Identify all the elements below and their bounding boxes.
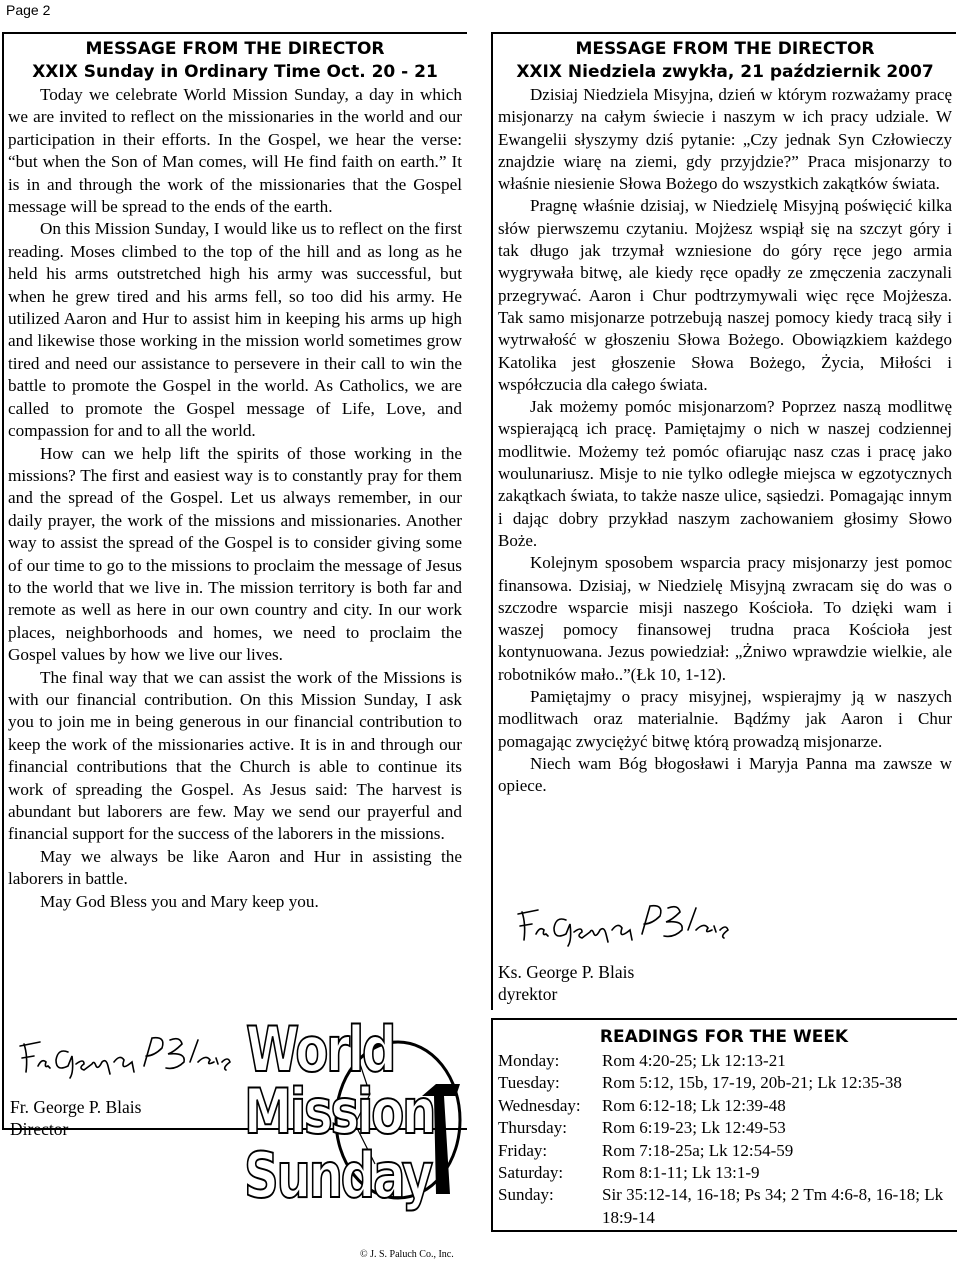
reading-row (498, 1162, 950, 1184)
english-paragraph: May God Bless you and Mary keep you. (40, 891, 319, 911)
reading-day: Tuesday: (498, 1073, 560, 1093)
polish-signer (498, 961, 634, 1005)
signer-title: Director (10, 1119, 69, 1139)
polish-heading-title: MESSAGE FROM THE DIRECTOR (575, 39, 875, 59)
handwritten-signature (14, 1032, 234, 1082)
polish-paragraph: Pamiętajmy o pracy misyjnej, wspierajmy ją w naszych modlitwach oraz materialnie. Bądźmy jak Aaron i Chur pomagając zwyciężyć bitwę którą prowadzą misjonarze. (498, 687, 952, 751)
logo-word-sunday: Sunday (244, 1139, 431, 1212)
english-heading-date: XXIX Sunday in Ordinary Time Oct. 20 - 21 (32, 62, 438, 82)
reading-text: Rom 6:19-23; Lk 12:49-53 (602, 1118, 786, 1138)
polish-body (498, 84, 952, 798)
reading-row (498, 1095, 950, 1117)
reading-row (498, 1184, 950, 1229)
reading-text: Rom 7:18-25a; Lk 12:54-59 (602, 1140, 794, 1160)
reading-text: Rom 4:20-25; Lk 12:13-21 (602, 1051, 786, 1070)
readings-list (498, 1050, 950, 1229)
english-body (8, 84, 462, 913)
signer-title: dyrektor (498, 984, 558, 1004)
world-mission-sunday-logo (240, 1013, 480, 1224)
reading-text: Rom 6:12-18; Lk 12:39-48 (602, 1095, 786, 1115)
page-number: Page 2 (6, 2, 51, 18)
reading-row (498, 1072, 950, 1094)
logo-word-world: World (246, 1013, 395, 1086)
english-paragraph: The final way that we can assist the work of the Missions is with our financial contribution. On this Mission Sunday, I ask you to join me in being generous in our financial contribution to keep the work of the missionaries active. It is in and through our financial contributions that the Church is able to continue its work of spreading the Gospel. As Jesus said: The harvest is abundant but laborers are few. May we send our prayerful and financial support for the success of the laborers in the missions. (8, 667, 462, 844)
handwritten-signature (512, 900, 732, 950)
reading-day: Wednesday: (498, 1095, 581, 1115)
english-paragraph: May we always be like Aaron and Hur in assisting the laborers in battle. (8, 846, 462, 889)
english-heading (8, 38, 462, 84)
reading-text: Sir 35:12-14, 16-18; Ps 34; 2 Tm 4:6-8, 16-18; Lk 18:9-14 (602, 1185, 944, 1227)
polish-paragraph: Kolejnym sposobem wsparcia pracy misjonarzy jest pomoc finansowa. Dzisiaj, w Niedzielę Misyjną zwracam się do was o szczodre wsparcie misji naszego Kościoła. To dzięki wam i waszej pomocy finansowej trudna praca Kościoła jest kontynuowana. Jezus powiedział: „Żniwo wprawdzie wielkie, ale robotników mało..”(Łk 10, 1-12). (498, 553, 952, 684)
logo-word-mission: Mission (244, 1075, 435, 1148)
english-paragraph: On this Mission Sunday, I would like us to reflect on the first reading. Moses climbed to the top of the hill and as long as he held his arms outstretched high his army was successful, but when he grew tired and his arms fell, so too did his army. He utilized Aaron and Hur to assist him in keeping his arms up high and likewise those working in the mission world sometimes grow tired and need our assistance to persevere in their call to win the battle to promote the Gospel in the world. As Catholics, we are called to promote the Gospel message of Life, Love, and compassion for and to all the world. (8, 219, 462, 441)
reading-row (498, 1050, 950, 1072)
polish-heading (498, 38, 952, 84)
english-signer (10, 1096, 141, 1140)
reading-text: Rom 5:12, 15b, 17-19, 20b-21; Lk 12:35-38 (602, 1073, 902, 1093)
polish-paragraph: Pragnę właśnie dzisiaj, w Niedzielę Misyjną poświęcić kilka słów pierwszemu czytaniu. Mojżesz wspiął się na szczyt góry i tak długo jak trzymał wzniesione do góry ręce jego armia wygrywała bitwę, ale kiedy ręce opadły ze zmęczenia zaczynali przegrywać. Aaron i Chur podtrzymywali więc ręce Mojżesza. Tak samo misjonarze potrzebują naszej pomocy kiedy tracą siły i wytrwałość w głoszeniu Słowa Bożego. Obowiązkiem każdego Katolika jest głoszenie Słowa Bożego, Życia, Miłości i współczucia dla całego świata. (498, 196, 952, 394)
reading-day: Monday: (498, 1051, 560, 1070)
reading-day: Saturday: (498, 1163, 564, 1183)
english-message (8, 38, 462, 913)
polish-paragraph: Dzisiaj Niedziela Misyjna, dzień w którym rozważamy pracę misjonarzy na całym świecie i naszym w ich pracy udziale. W Ewangelii słyszymy dziś pytanie: „Czy jednak Syn Człowieczy znajdzie wiarę na ziemi, gdy przyjdzie?” Praca misjonarzy to właśnie niesienie Słowa Bożego do wszystkich zakątków świata. (498, 85, 952, 194)
reading-row (498, 1140, 950, 1162)
signer-name: Fr. George P. Blais (10, 1097, 142, 1117)
polish-paragraph: Niech wam Bóg błogosławi i Maryja Panna ma zawsze w opiece. (498, 753, 952, 796)
english-paragraph: How can we help lift the spirits of those working in the missions? The first and easiest way is to constantly pray for them and the spread of the Gospel. Let us always remember, in our daily prayer, the work of the missions and missionaries. Another way to assist the spread of the Gospel is to consider giving some of our time to go to the missions to proclaim the message of Jesus to the world that we live in. The mission territory is both far and remote as well as here in our own country and city. In our work places, neighborhoods and homes, we need to proclaim the Gospel values by how we live our lives. (8, 443, 462, 665)
copyright-notice: © J. S. Paluch Co., Inc. (360, 1249, 454, 1260)
readings (498, 1026, 950, 1229)
polish-message (498, 38, 952, 798)
english-heading-title: MESSAGE FROM THE DIRECTOR (85, 39, 385, 59)
readings-title: READINGS FOR THE WEEK (599, 1027, 849, 1047)
reading-day: Friday: (498, 1140, 548, 1160)
english-paragraph: Today we celebrate World Mission Sunday, a day in which we are invited to reflect on the missionaries in the world and our participation in their efforts. In the Gospel, we hear the verse: “but when the Son of Man comes, will He find faith on earth.” It is in and through the work of the missionaries that the Gospel message will be spread to the ends of the earth. (8, 85, 462, 217)
reading-day: Sunday: (498, 1185, 554, 1205)
signer-name: Ks. George P. Blais (498, 962, 635, 982)
reading-text: Rom 8:1-11; Lk 13:1-9 (602, 1163, 760, 1183)
polish-heading-date: XXIX Niedziela zwykła, 21 październik 2007 (516, 62, 934, 82)
reading-day: Thursday: (498, 1118, 567, 1138)
reading-row (498, 1117, 950, 1139)
polish-paragraph: Jak możemy pomóc misjonarzom? Poprzez naszą modlitwę wspierającą ich pracę. Pamiętajmy o nich w naszej codziennej modlitwie. Możemy też pomóc ofiarując nasz czas i pracę jako woulunariusz. Misje to nie tylko odległe miejsca w egzotycznych zakątkach świata, to także nasze ulice, sąsiedzi. Pomagając innym i dając dobry przykład naszym zachowaniem głosimy Słowo Boże. (498, 397, 952, 550)
